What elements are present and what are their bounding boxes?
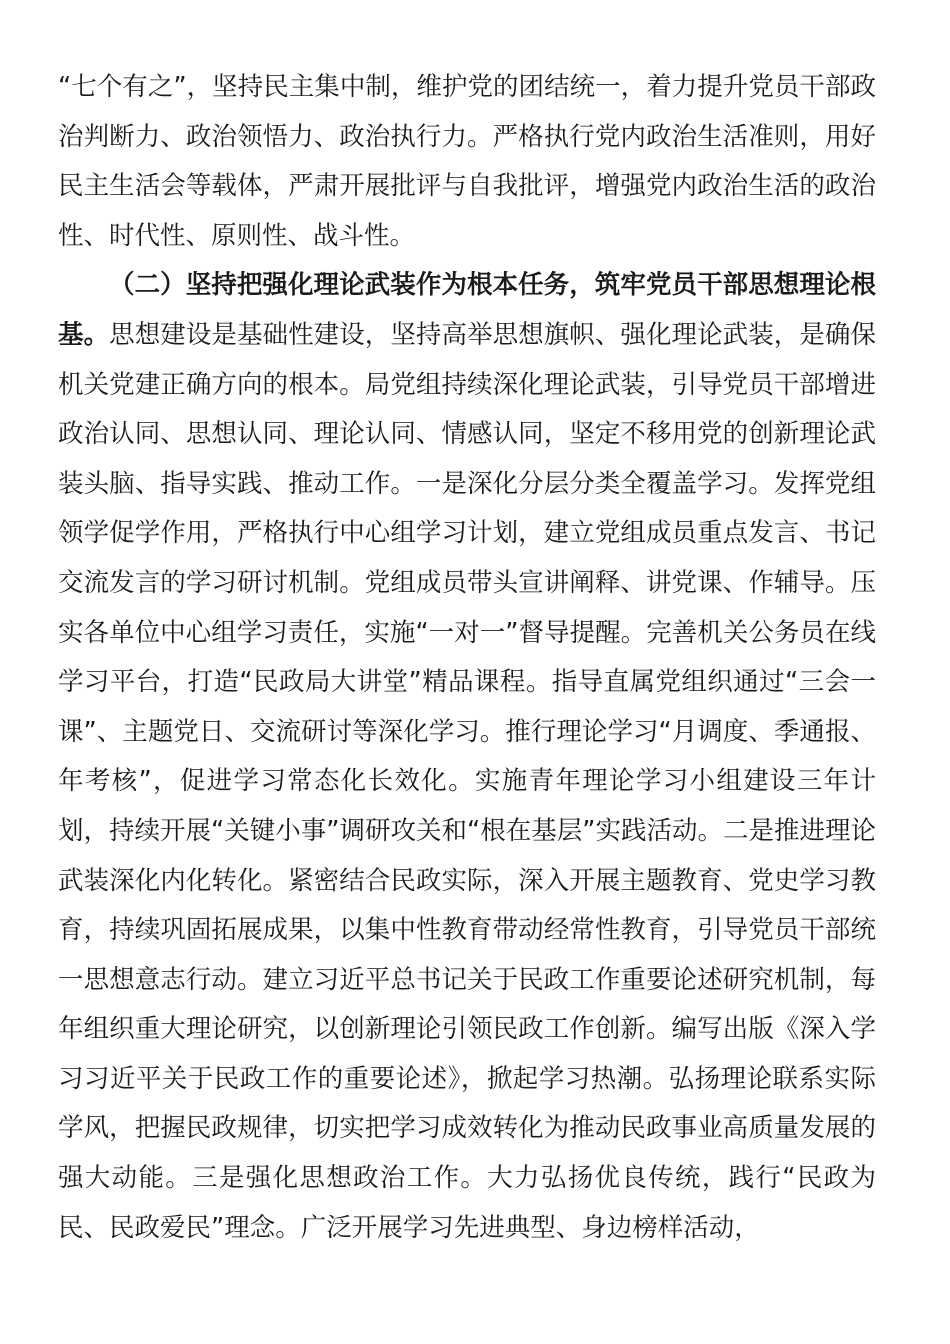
section-two-heading: （二）坚持把强化理论武装作为根本任务，筑牢党员干部思想理论根基。	[58, 270, 876, 350]
section-two-body: 思想建设是基础性建设，坚持高举思想旗帜、强化理论武装，是确保机关党建正确方向的根本。局党组持续深化理论武装，引导党员干部增进政治认同、思想认同、理论认同、情感认同，坚定不移用党的创新理论武装头脑、指导实践、推动工作。一是深化分层分类全覆盖学习。发挥党组领学促学作用，严格执行中心组学习计划，建立党组成员重点发言、书记交流发言的学习研讨机制。党组成员带头宣讲阐释、讲党课、作辅导。压实各单位中心组学习责任，实施“一对一”督导提醒。完善机关公务员在线学习平台，打造“民政局大讲堂”精品课程。指导直属党组织通过“三会一课”、主题党日、交流研讨等深化学习。推行理论学习“月调度、季通报、年考核”，促进学习常态化长效化。实施青年理论学习小组建设三年计划，持续开展“关键小事”调研攻关和“根在基层”实践活动。二是推进理论武装深化内化转化。紧密结合民政实际，深入开展主题教育、党史学习教育，持续巩固拓展成果，以集中性教育带动经常性教育，引导党员干部统一思想意志行动。建立习近平总书记关于民政工作重要论述研究机制，每年组织重大理论研究，以创新理论引领民政工作创新。编写出版《深入学习习近平关于民政工作的重要论述》，掀起学习热潮。弘扬理论联系实际学风，把握民政规律，切实把学习成效转化为推动民政事业高质量发展的强大动能。三是强化思想政治工作。大力弘扬优良传统，践行“民政为民、民政爱民”理念。广泛开展学习先进典型、身边榜样活动，	[58, 319, 876, 1243]
paragraph-continuation	[58, 63, 876, 261]
paragraph-section-two	[58, 261, 876, 1253]
paragraph-1-text: “七个有之”，坚持民主集中制，维护党的团结统一，着力提升党员干部政治判断力、政治领悟力、政治执行力。严格执行党内政治生活准则，用好民主生活会等载体，严肃开展批评与自我批评，增强党内政治生活的政治性、时代性、原则性、战斗性。	[58, 72, 876, 251]
document-body	[58, 63, 876, 1253]
